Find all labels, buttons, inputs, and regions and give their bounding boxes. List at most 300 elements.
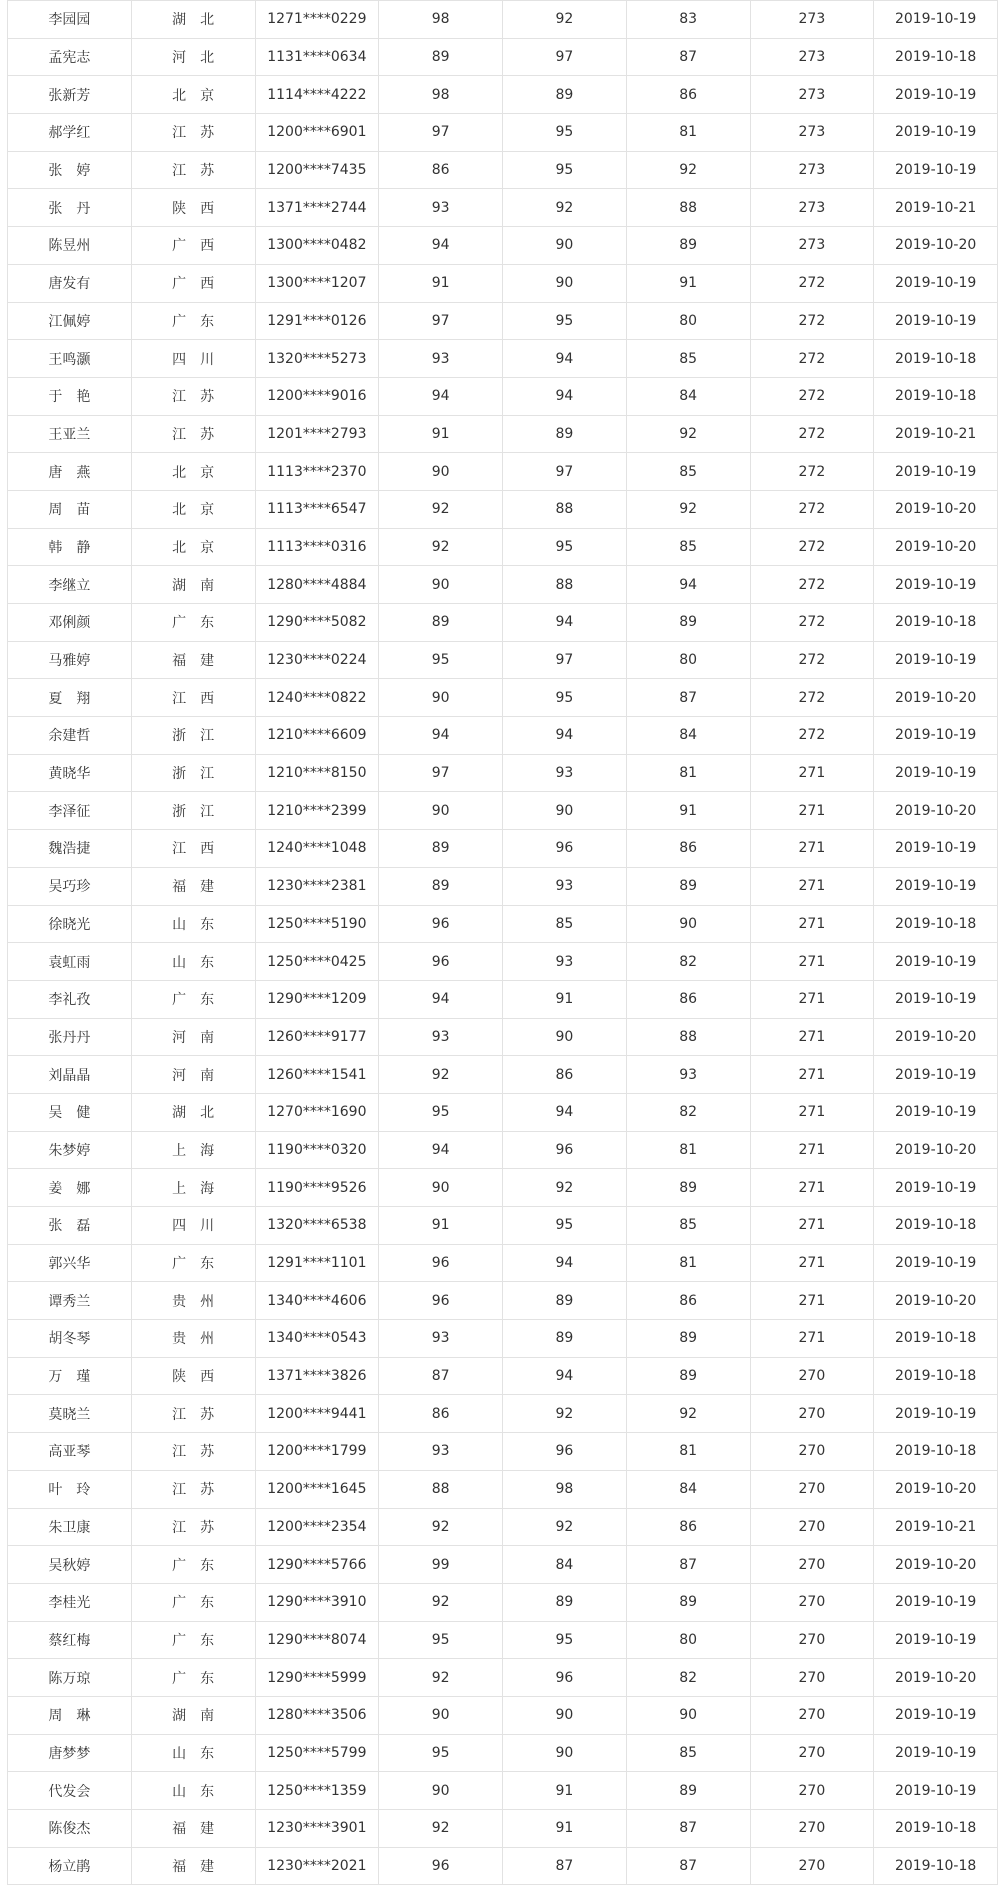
id-number-cell: 1371****3826 <box>255 1357 379 1395</box>
table-row <box>8 1546 998 1584</box>
date-cell: 2019-10-20 <box>874 528 998 566</box>
date-cell: 2019-10-18 <box>874 1357 998 1395</box>
date-cell: 2019-10-19 <box>874 943 998 981</box>
total-score-cell: 272 <box>750 415 874 453</box>
score-3-cell: 89 <box>626 1320 750 1358</box>
score-1-cell: 88 <box>379 1470 503 1508</box>
name-cell: 唐发有 <box>8 264 132 302</box>
table-row <box>8 980 998 1018</box>
name-cell: 唐梦梦 <box>8 1734 132 1772</box>
score-1-cell: 95 <box>379 1734 503 1772</box>
date-cell: 2019-10-18 <box>874 1433 998 1471</box>
score-2-cell: 90 <box>503 264 627 302</box>
province-cell: 广 东 <box>131 302 255 340</box>
name-cell: 姜 娜 <box>8 1169 132 1207</box>
table-row <box>8 1847 998 1885</box>
date-cell: 2019-10-19 <box>874 114 998 152</box>
id-number-cell: 1230****3901 <box>255 1810 379 1848</box>
total-score-cell: 272 <box>750 340 874 378</box>
total-score-cell: 270 <box>750 1357 874 1395</box>
id-number-cell: 1200****9441 <box>255 1395 379 1433</box>
id-number-cell: 1210****2399 <box>255 792 379 830</box>
date-cell: 2019-10-18 <box>874 38 998 76</box>
score-2-cell: 94 <box>503 604 627 642</box>
score-2-cell: 94 <box>503 1244 627 1282</box>
id-number-cell: 1290****8074 <box>255 1621 379 1659</box>
id-number-cell: 1250****5190 <box>255 905 379 943</box>
name-cell: 夏 翔 <box>8 679 132 717</box>
province-cell: 江 苏 <box>131 377 255 415</box>
name-cell: 徐晓光 <box>8 905 132 943</box>
id-number-cell: 1200****1799 <box>255 1433 379 1471</box>
table-row <box>8 76 998 114</box>
name-cell: 韩 静 <box>8 528 132 566</box>
province-cell: 上 海 <box>131 1169 255 1207</box>
id-number-cell: 1300****0482 <box>255 227 379 265</box>
score-3-cell: 86 <box>626 980 750 1018</box>
total-score-cell: 271 <box>750 1207 874 1245</box>
score-2-cell: 94 <box>503 1357 627 1395</box>
score-2-cell: 90 <box>503 1696 627 1734</box>
score-1-cell: 94 <box>379 717 503 755</box>
score-2-cell: 93 <box>503 867 627 905</box>
name-cell: 余建哲 <box>8 717 132 755</box>
table-row <box>8 566 998 604</box>
score-1-cell: 98 <box>379 76 503 114</box>
score-1-cell: 95 <box>379 1093 503 1131</box>
table-row <box>8 943 998 981</box>
province-cell: 江 西 <box>131 679 255 717</box>
total-score-cell: 271 <box>750 792 874 830</box>
name-cell: 张丹丹 <box>8 1018 132 1056</box>
score-3-cell: 89 <box>626 1583 750 1621</box>
province-cell: 上 海 <box>131 1131 255 1169</box>
id-number-cell: 1340****0543 <box>255 1320 379 1358</box>
score-3-cell: 85 <box>626 453 750 491</box>
name-cell: 万 瑾 <box>8 1357 132 1395</box>
table-row <box>8 1244 998 1282</box>
total-score-cell: 271 <box>750 943 874 981</box>
table-row <box>8 1056 998 1094</box>
score-2-cell: 90 <box>503 1018 627 1056</box>
table-row <box>8 114 998 152</box>
score-3-cell: 85 <box>626 340 750 378</box>
score-2-cell: 97 <box>503 38 627 76</box>
score-2-cell: 84 <box>503 1546 627 1584</box>
province-cell: 江 苏 <box>131 1395 255 1433</box>
score-1-cell: 92 <box>379 1810 503 1848</box>
name-cell: 吴巧珍 <box>8 867 132 905</box>
name-cell: 蔡红梅 <box>8 1621 132 1659</box>
id-number-cell: 1320****6538 <box>255 1207 379 1245</box>
name-cell: 谭秀兰 <box>8 1282 132 1320</box>
score-2-cell: 92 <box>503 1508 627 1546</box>
score-2-cell: 92 <box>503 189 627 227</box>
name-cell: 江佩婷 <box>8 302 132 340</box>
score-2-cell: 91 <box>503 1810 627 1848</box>
score-2-cell: 85 <box>503 905 627 943</box>
score-2-cell: 91 <box>503 980 627 1018</box>
table-row <box>8 189 998 227</box>
score-2-cell: 95 <box>503 528 627 566</box>
total-score-cell: 270 <box>750 1583 874 1621</box>
id-number-cell: 1260****1541 <box>255 1056 379 1094</box>
score-1-cell: 97 <box>379 114 503 152</box>
score-3-cell: 87 <box>626 1810 750 1848</box>
score-1-cell: 94 <box>379 377 503 415</box>
score-1-cell: 91 <box>379 1207 503 1245</box>
total-score-cell: 270 <box>750 1810 874 1848</box>
score-2-cell: 89 <box>503 1583 627 1621</box>
name-cell: 张 婷 <box>8 151 132 189</box>
score-3-cell: 89 <box>626 604 750 642</box>
score-2-cell: 89 <box>503 1282 627 1320</box>
date-cell: 2019-10-20 <box>874 1659 998 1697</box>
province-cell: 福 建 <box>131 867 255 905</box>
score-3-cell: 87 <box>626 38 750 76</box>
score-2-cell: 89 <box>503 1320 627 1358</box>
score-3-cell: 87 <box>626 1847 750 1885</box>
total-score-cell: 270 <box>750 1621 874 1659</box>
id-number-cell: 1113****0316 <box>255 528 379 566</box>
date-cell: 2019-10-20 <box>874 1282 998 1320</box>
table-row <box>8 227 998 265</box>
score-1-cell: 86 <box>379 151 503 189</box>
province-cell: 贵 州 <box>131 1282 255 1320</box>
total-score-cell: 271 <box>750 1169 874 1207</box>
date-cell: 2019-10-18 <box>874 604 998 642</box>
score-1-cell: 92 <box>379 1583 503 1621</box>
score-3-cell: 81 <box>626 1244 750 1282</box>
name-cell: 刘晶晶 <box>8 1056 132 1094</box>
total-score-cell: 273 <box>750 38 874 76</box>
total-score-cell: 272 <box>750 679 874 717</box>
id-number-cell: 1114****4222 <box>255 76 379 114</box>
score-1-cell: 96 <box>379 1282 503 1320</box>
total-score-cell: 273 <box>750 114 874 152</box>
table-row <box>8 38 998 76</box>
score-3-cell: 81 <box>626 1433 750 1471</box>
province-cell: 广 东 <box>131 1621 255 1659</box>
date-cell: 2019-10-20 <box>874 227 998 265</box>
total-score-cell: 272 <box>750 641 874 679</box>
date-cell: 2019-10-19 <box>874 1772 998 1810</box>
province-cell: 四 川 <box>131 340 255 378</box>
date-cell: 2019-10-19 <box>874 1056 998 1094</box>
id-number-cell: 1230****2381 <box>255 867 379 905</box>
province-cell: 浙 江 <box>131 717 255 755</box>
score-2-cell: 95 <box>503 302 627 340</box>
province-cell: 湖 南 <box>131 1696 255 1734</box>
id-number-cell: 1290****3910 <box>255 1583 379 1621</box>
name-cell: 马雅婷 <box>8 641 132 679</box>
score-3-cell: 85 <box>626 1207 750 1245</box>
table-row <box>8 1 998 39</box>
table-row <box>8 302 998 340</box>
id-number-cell: 1200****1645 <box>255 1470 379 1508</box>
date-cell: 2019-10-21 <box>874 189 998 227</box>
name-cell: 朱梦婷 <box>8 1131 132 1169</box>
id-number-cell: 1291****1101 <box>255 1244 379 1282</box>
score-1-cell: 98 <box>379 1 503 39</box>
score-3-cell: 91 <box>626 792 750 830</box>
table-row <box>8 528 998 566</box>
score-2-cell: 96 <box>503 830 627 868</box>
table-row <box>8 1320 998 1358</box>
score-3-cell: 80 <box>626 641 750 679</box>
id-number-cell: 1240****1048 <box>255 830 379 868</box>
id-number-cell: 1190****9526 <box>255 1169 379 1207</box>
name-cell: 陈昱州 <box>8 227 132 265</box>
name-cell: 王亚兰 <box>8 415 132 453</box>
id-number-cell: 1210****6609 <box>255 717 379 755</box>
score-1-cell: 91 <box>379 415 503 453</box>
name-cell: 莫晓兰 <box>8 1395 132 1433</box>
score-3-cell: 87 <box>626 679 750 717</box>
total-score-cell: 272 <box>750 566 874 604</box>
province-cell: 北 京 <box>131 528 255 566</box>
province-cell: 广 东 <box>131 604 255 642</box>
date-cell: 2019-10-20 <box>874 1018 998 1056</box>
table-row <box>8 1357 998 1395</box>
name-cell: 李泽征 <box>8 792 132 830</box>
score-3-cell: 89 <box>626 1357 750 1395</box>
name-cell: 唐 燕 <box>8 453 132 491</box>
total-score-cell: 270 <box>750 1734 874 1772</box>
province-cell: 广 西 <box>131 227 255 265</box>
table-row <box>8 1169 998 1207</box>
score-1-cell: 93 <box>379 340 503 378</box>
score-3-cell: 85 <box>626 528 750 566</box>
score-2-cell: 94 <box>503 340 627 378</box>
id-number-cell: 1200****7435 <box>255 151 379 189</box>
date-cell: 2019-10-20 <box>874 1470 998 1508</box>
date-cell: 2019-10-21 <box>874 1508 998 1546</box>
score-2-cell: 93 <box>503 943 627 981</box>
score-3-cell: 91 <box>626 264 750 302</box>
province-cell: 浙 江 <box>131 792 255 830</box>
score-2-cell: 93 <box>503 754 627 792</box>
total-score-cell: 273 <box>750 76 874 114</box>
date-cell: 2019-10-20 <box>874 490 998 528</box>
province-cell: 广 东 <box>131 1659 255 1697</box>
score-1-cell: 87 <box>379 1357 503 1395</box>
date-cell: 2019-10-20 <box>874 679 998 717</box>
total-score-cell: 272 <box>750 490 874 528</box>
total-score-cell: 272 <box>750 453 874 491</box>
total-score-cell: 272 <box>750 717 874 755</box>
name-cell: 叶 玲 <box>8 1470 132 1508</box>
province-cell: 广 东 <box>131 1244 255 1282</box>
score-1-cell: 94 <box>379 1131 503 1169</box>
score-2-cell: 95 <box>503 114 627 152</box>
total-score-cell: 273 <box>750 151 874 189</box>
id-number-cell: 1250****0425 <box>255 943 379 981</box>
score-3-cell: 82 <box>626 943 750 981</box>
table-row <box>8 1621 998 1659</box>
total-score-cell: 271 <box>750 1244 874 1282</box>
total-score-cell: 271 <box>750 867 874 905</box>
total-score-cell: 271 <box>750 980 874 1018</box>
name-cell: 袁虹雨 <box>8 943 132 981</box>
province-cell: 江 苏 <box>131 415 255 453</box>
score-3-cell: 82 <box>626 1659 750 1697</box>
province-cell: 陕 西 <box>131 1357 255 1395</box>
score-3-cell: 89 <box>626 867 750 905</box>
name-cell: 魏浩捷 <box>8 830 132 868</box>
score-3-cell: 84 <box>626 717 750 755</box>
score-2-cell: 94 <box>503 1093 627 1131</box>
score-3-cell: 81 <box>626 1131 750 1169</box>
province-cell: 山 东 <box>131 943 255 981</box>
score-3-cell: 84 <box>626 377 750 415</box>
score-3-cell: 89 <box>626 1772 750 1810</box>
id-number-cell: 1290****5082 <box>255 604 379 642</box>
score-1-cell: 92 <box>379 490 503 528</box>
score-2-cell: 96 <box>503 1659 627 1697</box>
score-2-cell: 92 <box>503 1169 627 1207</box>
date-cell: 2019-10-19 <box>874 1621 998 1659</box>
date-cell: 2019-10-19 <box>874 867 998 905</box>
table-row <box>8 1810 998 1848</box>
name-cell: 张新芳 <box>8 76 132 114</box>
date-cell: 2019-10-19 <box>874 754 998 792</box>
table-row <box>8 1583 998 1621</box>
table-row <box>8 1508 998 1546</box>
total-score-cell: 271 <box>750 1018 874 1056</box>
total-score-cell: 271 <box>750 1320 874 1358</box>
date-cell: 2019-10-19 <box>874 1696 998 1734</box>
table-row <box>8 1093 998 1131</box>
date-cell: 2019-10-18 <box>874 340 998 378</box>
province-cell: 湖 北 <box>131 1 255 39</box>
province-cell: 四 川 <box>131 1207 255 1245</box>
score-2-cell: 95 <box>503 1621 627 1659</box>
id-number-cell: 1340****4606 <box>255 1282 379 1320</box>
score-2-cell: 97 <box>503 641 627 679</box>
province-cell: 福 建 <box>131 641 255 679</box>
date-cell: 2019-10-19 <box>874 264 998 302</box>
date-cell: 2019-10-19 <box>874 1169 998 1207</box>
score-1-cell: 91 <box>379 264 503 302</box>
total-score-cell: 270 <box>750 1433 874 1471</box>
province-cell: 河 南 <box>131 1056 255 1094</box>
table-row <box>8 679 998 717</box>
province-cell: 北 京 <box>131 76 255 114</box>
province-cell: 陕 西 <box>131 189 255 227</box>
date-cell: 2019-10-20 <box>874 1131 998 1169</box>
score-2-cell: 91 <box>503 1772 627 1810</box>
id-number-cell: 1280****4884 <box>255 566 379 604</box>
score-1-cell: 92 <box>379 1659 503 1697</box>
score-2-cell: 86 <box>503 1056 627 1094</box>
score-1-cell: 90 <box>379 1696 503 1734</box>
score-3-cell: 81 <box>626 114 750 152</box>
id-number-cell: 1210****8150 <box>255 754 379 792</box>
table-row <box>8 792 998 830</box>
score-1-cell: 97 <box>379 754 503 792</box>
score-3-cell: 90 <box>626 905 750 943</box>
table-row <box>8 415 998 453</box>
score-3-cell: 88 <box>626 1018 750 1056</box>
date-cell: 2019-10-18 <box>874 1810 998 1848</box>
province-cell: 河 北 <box>131 38 255 76</box>
total-score-cell: 271 <box>750 1056 874 1094</box>
table-row <box>8 1696 998 1734</box>
table-row <box>8 905 998 943</box>
score-3-cell: 93 <box>626 1056 750 1094</box>
score-2-cell: 96 <box>503 1131 627 1169</box>
id-number-cell: 1290****5999 <box>255 1659 379 1697</box>
total-score-cell: 270 <box>750 1508 874 1546</box>
id-number-cell: 1230****2021 <box>255 1847 379 1885</box>
score-1-cell: 94 <box>379 980 503 1018</box>
score-1-cell: 90 <box>379 453 503 491</box>
score-3-cell: 92 <box>626 1395 750 1433</box>
total-score-cell: 271 <box>750 830 874 868</box>
score-1-cell: 92 <box>379 1056 503 1094</box>
id-number-cell: 1131****0634 <box>255 38 379 76</box>
score-2-cell: 95 <box>503 151 627 189</box>
total-score-cell: 270 <box>750 1696 874 1734</box>
id-number-cell: 1200****9016 <box>255 377 379 415</box>
score-2-cell: 89 <box>503 415 627 453</box>
id-number-cell: 1320****5273 <box>255 340 379 378</box>
name-cell: 李礼孜 <box>8 980 132 1018</box>
id-number-cell: 1230****0224 <box>255 641 379 679</box>
score-table <box>7 0 998 1885</box>
score-3-cell: 86 <box>626 1282 750 1320</box>
date-cell: 2019-10-19 <box>874 1093 998 1131</box>
table-row <box>8 1018 998 1056</box>
score-1-cell: 89 <box>379 867 503 905</box>
score-1-cell: 99 <box>379 1546 503 1584</box>
date-cell: 2019-10-19 <box>874 453 998 491</box>
score-3-cell: 82 <box>626 1093 750 1131</box>
total-score-cell: 272 <box>750 604 874 642</box>
date-cell: 2019-10-19 <box>874 151 998 189</box>
table-row <box>8 1734 998 1772</box>
total-score-cell: 272 <box>750 264 874 302</box>
table-row <box>8 1395 998 1433</box>
id-number-cell: 1113****6547 <box>255 490 379 528</box>
name-cell: 邓俐颜 <box>8 604 132 642</box>
table-row <box>8 754 998 792</box>
total-score-cell: 270 <box>750 1772 874 1810</box>
score-1-cell: 89 <box>379 604 503 642</box>
province-cell: 河 南 <box>131 1018 255 1056</box>
total-score-cell: 271 <box>750 754 874 792</box>
province-cell: 广 东 <box>131 1583 255 1621</box>
table-row <box>8 1131 998 1169</box>
province-cell: 江 苏 <box>131 151 255 189</box>
score-3-cell: 90 <box>626 1696 750 1734</box>
table-row <box>8 830 998 868</box>
score-3-cell: 83 <box>626 1 750 39</box>
score-1-cell: 96 <box>379 943 503 981</box>
date-cell: 2019-10-18 <box>874 377 998 415</box>
score-3-cell: 92 <box>626 415 750 453</box>
province-cell: 广 西 <box>131 264 255 302</box>
name-cell: 吴秋婷 <box>8 1546 132 1584</box>
province-cell: 湖 北 <box>131 1093 255 1131</box>
table-row <box>8 867 998 905</box>
table-row <box>8 151 998 189</box>
date-cell: 2019-10-18 <box>874 1847 998 1885</box>
score-1-cell: 90 <box>379 1169 503 1207</box>
score-2-cell: 95 <box>503 1207 627 1245</box>
table-row <box>8 264 998 302</box>
